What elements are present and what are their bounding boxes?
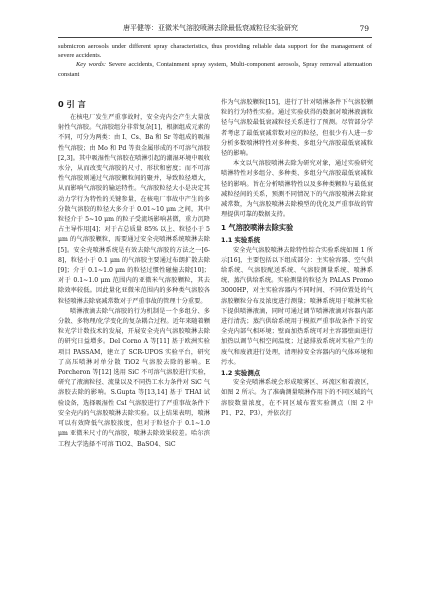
keywords-text: Severe accidents, Containment spray system, Multi-component aerosols, Spray removal attenuation constant <box>58 61 372 78</box>
english-abstract <box>58 42 372 79</box>
running-title: 唐平健等：亚微米气溶胶喷淋去除最低衰减粒径实验研究 <box>123 24 298 32</box>
measurement-points-paragraph: 安全壳喷淋系统会形成喷雾区、环流区和着液区，如图 2 所示。为了准确测量喷淋作用下的不同区域的气溶胶数量浓度，在不同区域布置实验测点（图 2 中 P1、P2、P3），并依次打 <box>221 379 373 417</box>
intro-paragraph-3: 本文以气溶胶喷淋去除为研究对象，通过实验研究喷淋特性对多组分、多种类、多组分气溶胶最低衰减粒径的影响。旨在分析喷淋特性以及多种类颗粒与最低衰减粒径间的关系，预测不同情况下的气溶胶喷淋去除衰减常数，为气溶胶喷淋去除模型的优化及严重事故的管理提供可靠的数据支持。 <box>221 160 373 219</box>
abstract-text: submicron aerosols under different spray characteristics, thus providing reliable data support for the management of severe accidents. <box>58 43 372 60</box>
experiment-system-paragraph: 安全壳气溶胶喷淋去除特性综合实验系统如图 1 所示[16]，主要包括以下组成部分：主实验容器、空气供给系统、气溶胶配送系统、气溶胶测量系统、喷淋系统、蒸汽供给系统。实验测量的粒径为 PALAS Promo 3000HP，对主实验容器内不同时间、不同位置处的气溶胶颗粒分布及浓度进行测量；喷淋系统用于喷淋实验下提供喷淋液滴，同时可通过调节喷淋液滴对容器内部进行清洗；蒸汽供给系统用于模拟严重事故条件下的安全壳内部气相环境；壁面加热系统可对主容器壁面进行加热以调节气相空间温度；过滤排放系统对实验产生的废气和废液进行处理，清理掉安全容器内的气体环境和污水。 <box>221 246 373 366</box>
section-1-2-heading: 1.2 实验测点 <box>221 369 261 378</box>
right-column <box>221 98 373 419</box>
intro-paragraph-2: 喷淋液滴去除气溶胶的行为机制是一个多组分、多分散、多物理/化学变化的复杂耦合过程。近年来随着颗粒光学计数技术的发展，开展安全壳内气溶胶喷淋去除的研究日益增多。Del Corno A 等[11] 基于欧洲实验项目 PASSAM，建立了 SCR-UPOS 实验平台，研究了高压喷淋对单分散 TiO2 气溶胶去除的影响。E Porcheron 等[12] 选用 SiC 不可溶气溶胶进行实验，研究了液滴粒径、流量以及不同热工水力条件对 SiC 气溶胶去除的影响。S.Gupta 等[13,14] 基于 THAI 试验设备，选择吸湿性 CsI 气溶胶进行了严重事故条件下安全壳内的气溶胶喷淋去除实验。以上结果表明，喷淋可以有效降低气溶胶浓度，但对于粒径介于 0.1~1.0 μm 亚微米尺寸的气溶胶，喷淋去除效果较差。哈尔滨工程大学选择不可溶 TiO2、BaSO4、SiC <box>58 307 210 448</box>
intro-paragraph-1: 在核电厂发生严重事故时，安全壳内会产生大量放射性气溶胶。气溶胶组分非常复杂[1]，根据组成元素的不同，可分为两类：由 I、Cs、Ba 和 Sr 等组成的吸湿性气溶胶；由 Mo 和 Pd 等贵金属形成的不可溶气溶胶[2,3]。其中吸湿性气溶胶在喷淋引起的潮湿环境中吸收水分，从而改变气溶胶的尺寸、形状和密度；而不可溶性气溶胶则通过气溶胶颗粒间的聚并，导致粒径增大，从而影响气溶胶的输运特性。气溶胶粒径大小是决定其动力学行为特性的关键参量，在核电厂事故中产生的多分散气溶胶的粒径大多介于 0.01~10 μm 之间，其中粒径介于 5~10 μm 的粒子受流场影响甚微，重力沉降占主导作用[4]；对于占总质量 85% 以上、粒径小于 5 μm 的气溶胶颗粒，需要通过安全壳喷淋系统喷淋去除[5]。安全壳喷淋系统是有效去除气溶胶的方法之一[6-8]，粒径小于 0.1 μm 的气溶胶主要通过布朗扩散去除[9]；介于 0.1~1.0 μm 的粒径过惯性碰撞去除[10]；对于 0.1~1.0 μm 范围内的亚微米气溶胶颗粒，其去除效率较低。因此量化亚微米范围内的多种类气溶胶各粒径喷淋去除衰减常数对于严重事故的管理十分重要。 <box>58 114 210 305</box>
header-rule <box>58 37 372 38</box>
left-column <box>58 98 210 450</box>
running-header <box>0 22 427 34</box>
keywords-label: Key words: <box>76 61 107 69</box>
page-number: 79 <box>359 23 369 33</box>
intro-paragraph-2-continued: 作为气溶胶颗粒[15]，进行了针对喷淋条件下气溶胶颗粒的行为特性实验。通过实验获得的数据对喷淋液滴粒径与气溶胶最低衰减粒径关系进行了预测。尽管部分学者考虑了最低衰减常数对应的粒径，但很少有人进一步分析多数喷淋特性对多种类、多组分气溶胶最低衰减粒径的影响。 <box>221 99 373 158</box>
section-1-1-heading: 1.1 实验系统 <box>221 236 261 245</box>
keywords-line <box>58 60 372 78</box>
section-1-heading: 1 气溶胶喷淋去除实验 <box>221 223 294 233</box>
section-0-heading: 0 引 言 <box>58 99 86 109</box>
